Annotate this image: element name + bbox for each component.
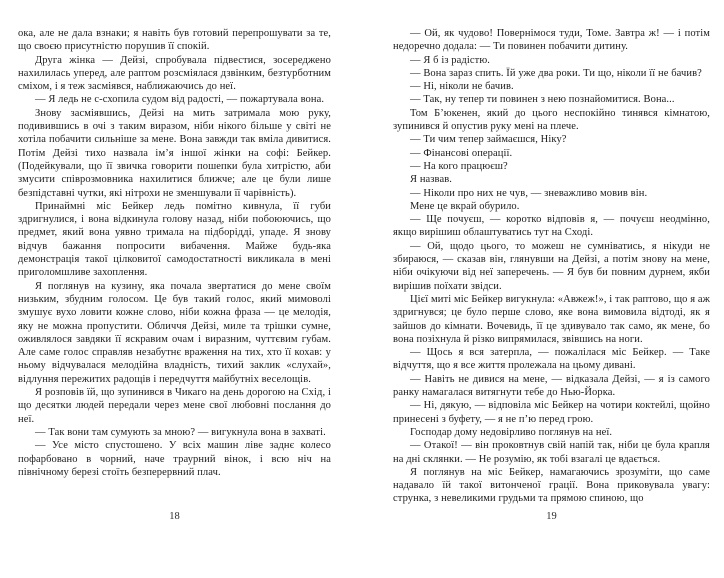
paragraph: Принаймні міс Бейкер ледь помітно кивнула, її губи здригнулися, і вона відкинула голову назад, ніби побоюючись, що предмет, який вона уявно тримала на підборідді, упаде. Я знову відчув бажання попросити вибачення. Майже будь-яка демонстрація такої цілковитої самодостатності викликала в мені приголомшливе захоплення. (18, 200, 331, 279)
paragraph: — Ніколи про них не чув, — зневажливо мовив він. (410, 187, 648, 199)
paragraph: — Навіть не дивися на мене, — відказала Дейзі, — я із самого ранку намагалася витягнути тебе до Нью-Йорка. (393, 373, 710, 399)
paragraph: — Я ледь не с-схопила судом від радості, — пожартувала вона. (35, 94, 325, 106)
paragraph: — Я б із радістю. (410, 54, 490, 66)
paragraph: — Фінансові операції. (410, 147, 513, 159)
paragraph: — Усе місто спустошено. У всіх машин ліве заднє колесо пофарбовано в чорний, наче траурний вінок, і всю ніч на північному березі стоїть безперервний плач. (18, 440, 331, 478)
page-number: 19 (546, 511, 557, 522)
page-number: 18 (169, 511, 180, 522)
paragraph: Друга жінка — Дейзі, спробувала підвестися, зосереджено нахилилась уперед, але раптом розсміялася дзвінким, безтурботним сміхом, і я теж засміявся, наближаючись до неї. (18, 54, 331, 93)
paragraph: — Отакої! — він проковтнув свій напій так, ніби це була крапля на дні склянки. — Не розумію, як тобі взагалі це вдається. (393, 440, 710, 465)
paragraph: — На кого працюєш? (410, 160, 508, 172)
paragraph: Том Б’юкенен, який до цього неспокійно тинявся кімнатою, зупинився й опустив руку мені на плече. (393, 107, 710, 133)
paragraph: Я назвав. (410, 174, 453, 186)
paragraph: Господар дому недовірливо поглянув на неї. (410, 426, 613, 438)
page-text (18, 27, 331, 479)
paragraph: Я поглянув на кузину, яка почала звертатися до мене своїм низьким, збудним голосом. Це був такий голос, який мимоволі змушує вухо ловити кожне слово, ніби кожна фраза — це мелодія, яку не можна пропустити. Обличчя Дейзі, миле та трішки сумне, оживлялося завдяки її яскравим очам і виразним, чуттєвим губам. Але саме голос справляв незабутнє враження на тих, хто її кохав: у ньому відчувалася мелодійна владність, тихий заклик «слухай», відлуння пережитих радощів і передчуття майбутніх веселощів. (18, 280, 331, 385)
page-right (393, 27, 710, 557)
paragraph: — Так вони там сумують за мною? — вигукнула вона в захваті. (35, 426, 326, 438)
paragraph: — Ні, ніколи не бачив. (410, 81, 514, 93)
paragraph: Знову засміявшись, Дейзі на мить затримала мою руку, подивившись в очі з таким виразом, ніби нікого більше у світі не хотіла побачити сильніше за мене. Вона завжди так вміла дивитися. Потім Дейзі тихо назвала ім’я іншої жінки на софі: Бейкер. (Подейкували, що її звичка говорити пошепки була хитрістю, аби змусити співрозмовника нахилитися ближче; але це були лише безпідставні чутки, які нітрохи не зменшували її чарівність). (18, 107, 331, 199)
paragraph: Мене це вкрай обурило. (410, 200, 520, 212)
paragraph: — Ти чим тепер займаєшся, Ніку? (410, 134, 567, 146)
paragraph: — Так, ну тепер ти повинен з нею познайомитися. Вона... (410, 94, 675, 106)
paragraph: Я поглянув на міс Бейкер, намагаючись зрозуміти, що саме надавало їй такої витонченої грації. Вона приковувала увагу: струнка, з невеликими грудьми та прямою спиною, що (393, 466, 710, 505)
page-left (18, 27, 331, 557)
paragraph: — Ой, щодо цього, то можеш не сумніватись, я нікуди не збираюся, — сказав він, глянувши на Дейзі, а потім знову на мене, ніби очікуючи від неї заперечень. — Я був би повним дурнем, якби вирішив поїхати звідси. (393, 240, 710, 292)
paragraph: Я розповів їй, що зупинився в Чикаго на день дорогою на Схід, і що десятки людей передали через мене свої любовні послання до неї. (18, 387, 331, 425)
paragraph: — Вона зараз спить. Їй уже два роки. Ти що, ніколи її не бачив? (410, 67, 702, 79)
paragraph: — Щось я вся затерпла, — пожалілася міс Бейкер. — Таке відчуття, що я все життя пролежала на цьому дивані. (393, 347, 710, 372)
paragraph: ока, але не дала взнаки; я навіть був готовий перепрошувати за те, що своєю присутністю порушив її спокій. (18, 28, 331, 53)
paragraph: Цієї миті міс Бейкер вигукнула: «Авжеж!», і так раптово, що я аж здригнувся; це було перше слово, яке вона вимовила відтоді, як я зайшов до кімнати. Вочевидь, її це здивувало так само, як мене, бо вона позіхнула й різко випрямилася, звівшись на ноги. (393, 293, 710, 345)
paragraph: — Ще почуєш, — коротко відповів я, — почуєш неодмінно, якщо вирішиш облаштуватись тут на Сході. (393, 214, 710, 239)
page-text (393, 27, 710, 506)
paragraph: — Ой, як чудово! Повернімося туди, Томе. Завтра ж! — і потім недоречно додала: — Ти повинен побачити дитину. (393, 28, 710, 53)
paragraph: — Ні, дякую, — відповіла міс Бейкер на чотири коктейлі, щойно принесені з буфету, — я не п’ю перед грою. (393, 400, 710, 425)
